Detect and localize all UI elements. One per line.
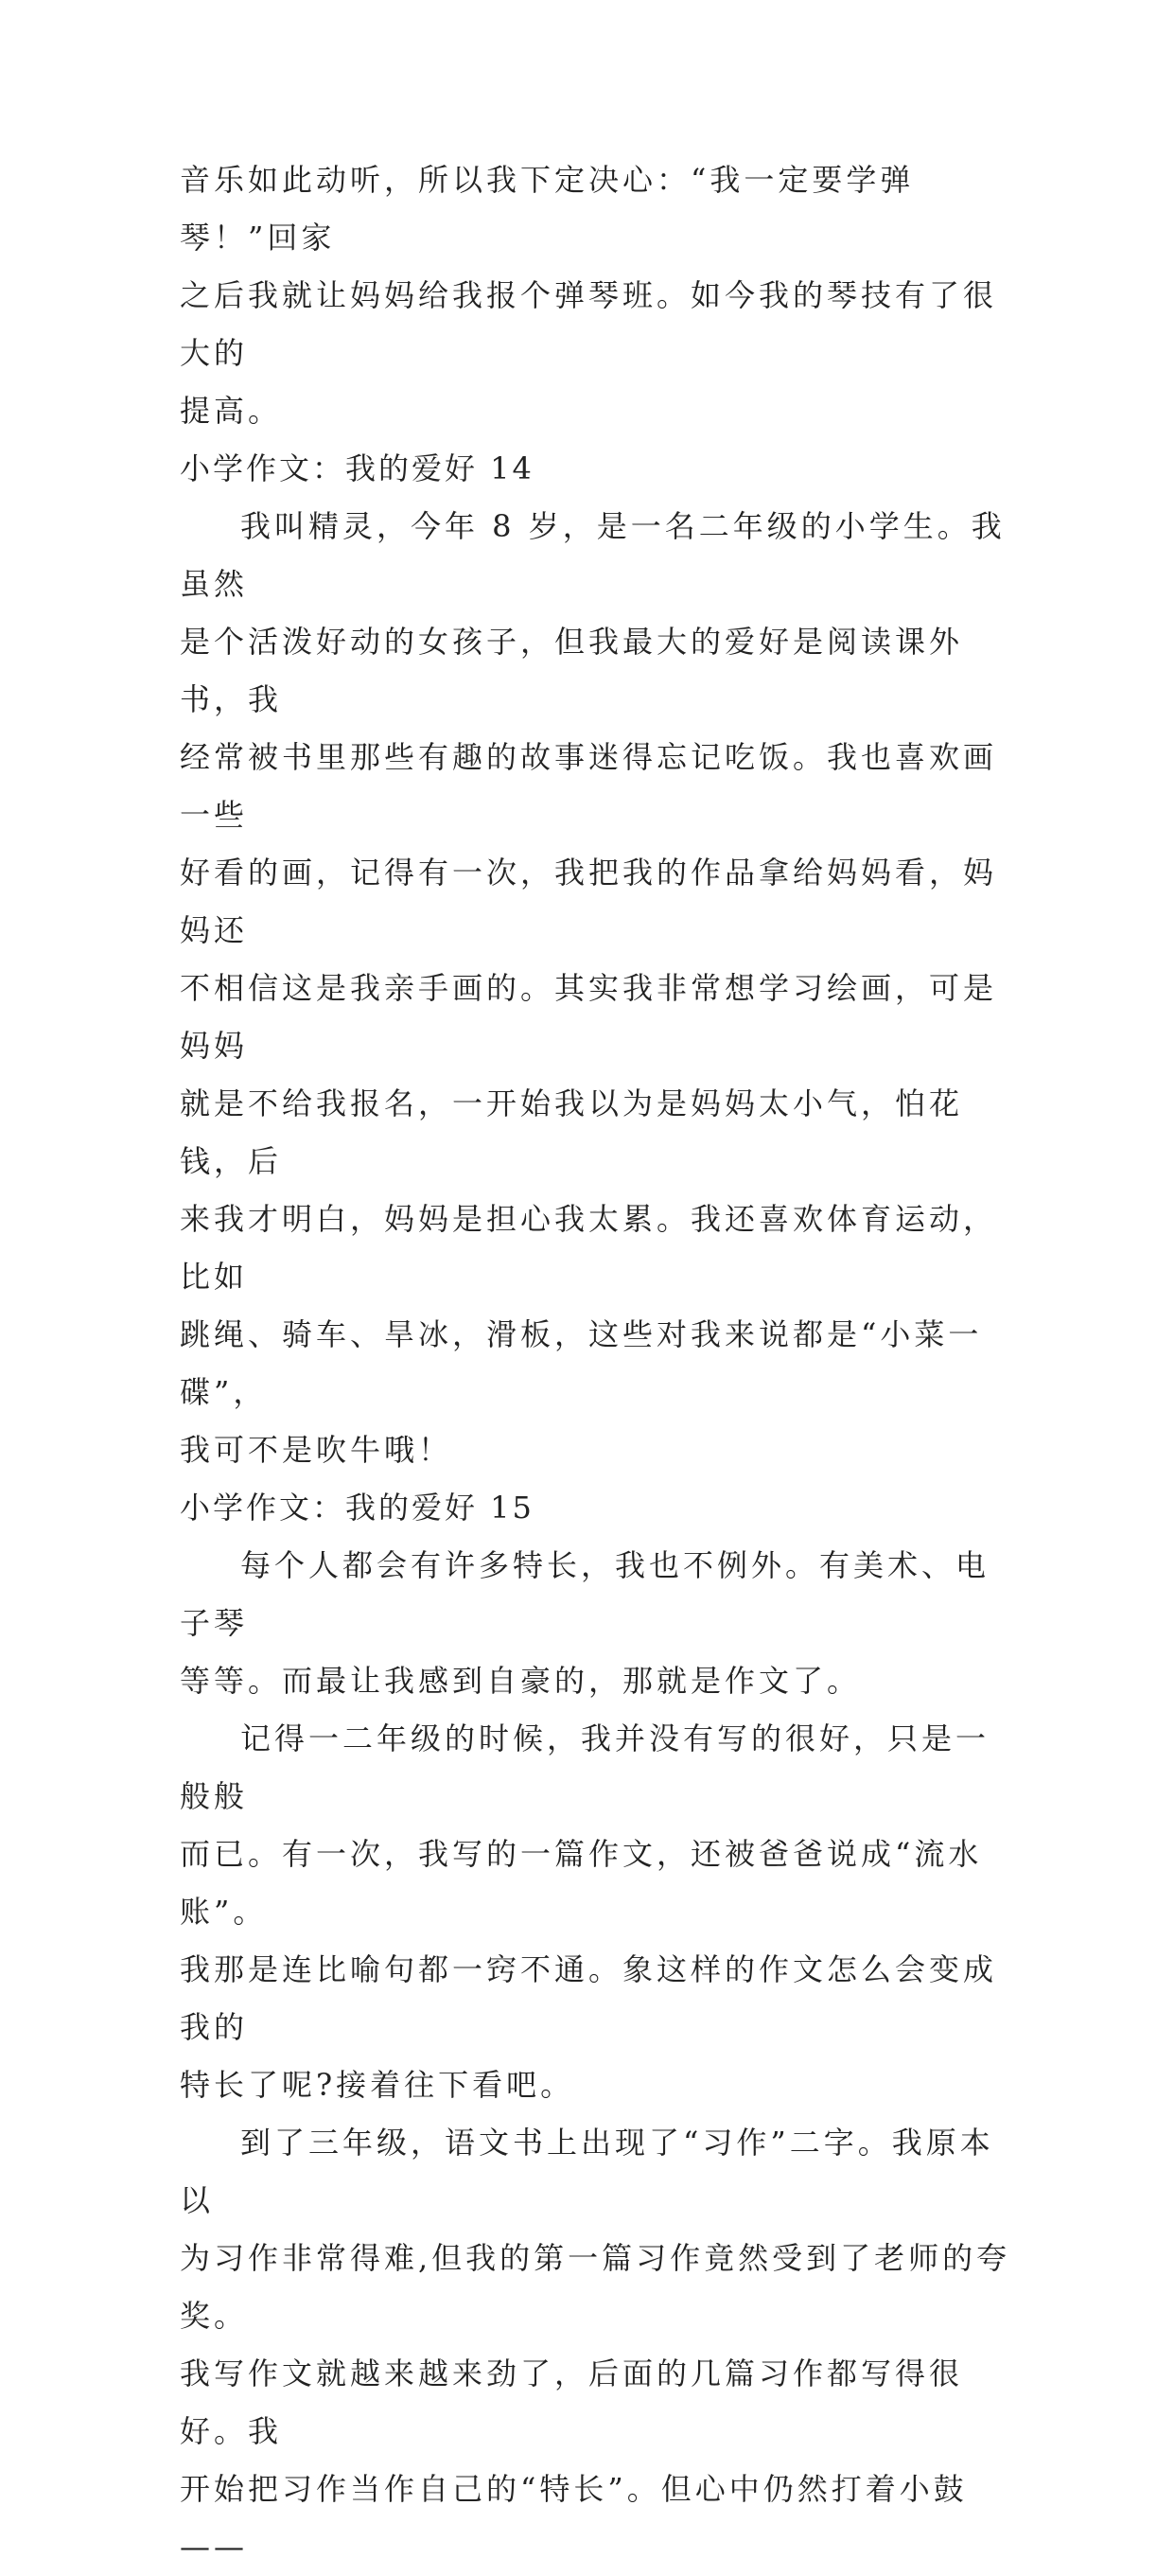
text-line: 就是不给我报名，一开始我以为是妈妈太小气，怕花钱，后	[180, 1085, 964, 1179]
text-line: 我叫精灵，今年 8 岁，是一名二年级的小学生。我虽然	[180, 508, 1006, 602]
document-body	[180, 151, 1012, 2576]
text-line: 到了三年级，语文书上出现了“习作”二字。我原本以	[180, 2125, 994, 2218]
text-line: 我写作文就越来越来劲了，后面的几篇习作都写得很好。我	[180, 2355, 964, 2449]
text-line: 而已。有一次，我写的一篇作文，还被爸爸说成“流水账”。	[180, 1836, 983, 1930]
text-line: 我可不是吹牛哦！	[180, 1432, 453, 1468]
text-line: 特长了呢?接着往下看吧。	[180, 2067, 575, 2103]
text-line: 是个活泼好动的女孩子，但我最大的爱好是阅读课外书，我	[180, 624, 964, 717]
text-line: 记得一二年级的时候，我并没有写的很好，只是一般般	[180, 1720, 990, 1814]
text-line: 开始把习作当作自己的“特长”。但心中仍然打着小鼓——	[180, 2471, 968, 2565]
text-line: 等等。而最让我感到自豪的，那就是作文了。	[180, 1663, 862, 1699]
text-line: 经常被书里那些有趣的故事迷得忘记吃饭。我也喜欢画一些	[180, 739, 998, 833]
text-line: 不相信这是我亲手画的。其实我非常想学习绘画，可是妈妈	[180, 970, 998, 1064]
text-line: 来我才明白，妈妈是担心我太累。我还喜欢体育运动，比如	[180, 1201, 998, 1295]
text-line: 提高。	[180, 393, 283, 429]
text-line: 每个人都会有许多特长，我也不例外。有美术、电子琴	[180, 1547, 990, 1641]
text-line: 音乐如此动听，所以我下定决心：“我一定要学弹琴！”回家	[180, 162, 915, 256]
section-title-15: 小学作文：我的爱好 15	[180, 1490, 534, 1526]
section-title-14: 小学作文：我的爱好 14	[180, 450, 534, 486]
text-line: 好看的画，记得有一次，我把我的作品拿给妈妈看，妈妈还	[180, 855, 998, 948]
text-line: 跳绳、骑车、旱冰，滑板，这些对我来说都是“小菜一碟”，	[180, 1316, 983, 1410]
text-line: 为习作非常得难,但我的第一篇习作竟然受到了老师的夸奖。	[180, 2240, 1011, 2334]
text-line: 我那是连比喻句都一窍不通。象这样的作文怎么会变成我的	[180, 1951, 998, 2045]
text-line: 之后我就让妈妈给我报个弹琴班。如今我的琴技有了很大的	[180, 277, 998, 371]
